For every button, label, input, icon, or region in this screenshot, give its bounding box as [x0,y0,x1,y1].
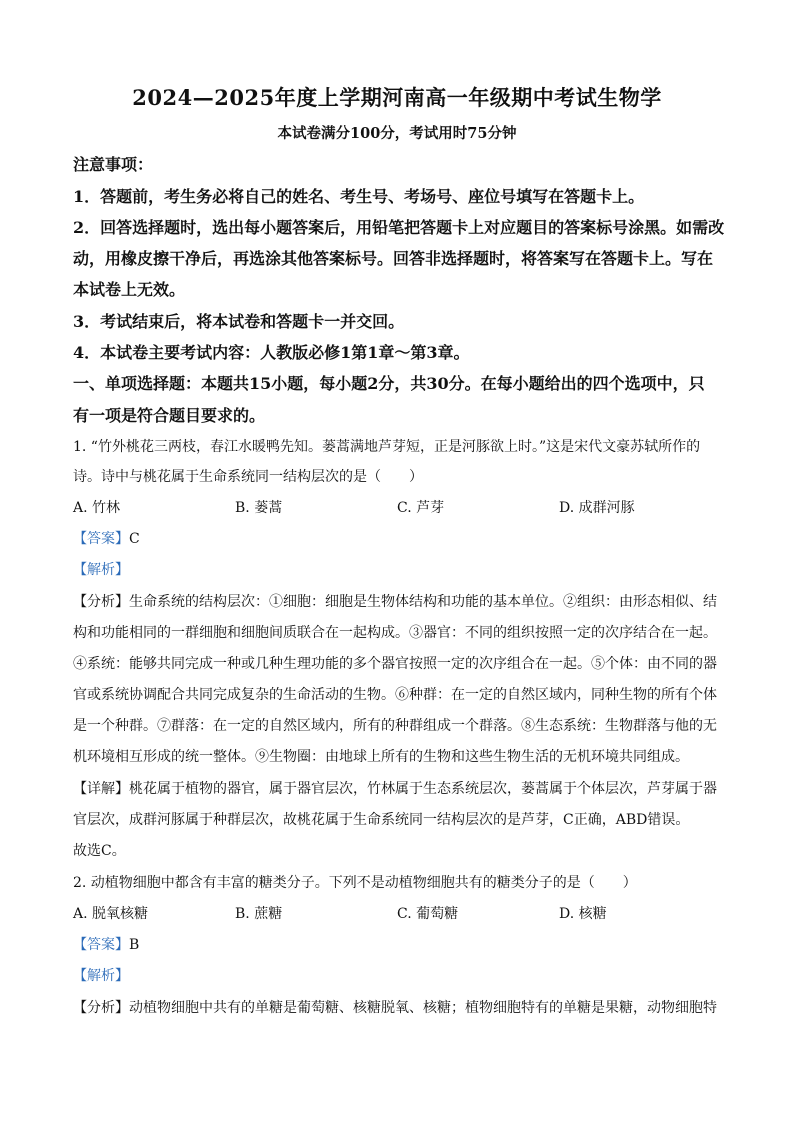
q1-fenxi-line [73,591,717,611]
q1-fenxi-line: 是一个种群。⑦群落：在一定的自然区域内，所有的种群组成一个群落。⑧生态系统：生物群落与他的无 [73,718,717,734]
xiangjie-tag: 【详解】 [73,781,129,797]
section-heading: 一、单项选择题：本题共15小题，每小题2分，共30分。在每小题给出的四个选项中，只 [73,374,705,393]
answer-value: B [129,937,140,953]
q1-analysis-tag [73,559,129,579]
xiangjie-text: 桃花属于植物的器官，属于器官层次，竹林属于生态系统层次，蒌蒿属于个体层次，芦芽属于器 [129,781,717,797]
q1-fenxi-line: 官或系统协调配合共同完成复杂的生命活动的生物。⑥种群：在一定的自然区域内，同种生物的所有个体 [73,687,717,703]
note-line: 2．回答选择题时，选出每小题答案后，用铅笔把答题卡上对应题目的答案标号涂黑。如需改 [73,218,725,237]
exam-title: 2024—2025年度上学期河南高一年级期中考试生物学 [132,85,662,110]
fenxi-tag: 【分析】 [73,1000,129,1016]
q2-analysis-tag [73,965,129,985]
q1-option-b: B. 蒌蒿 [235,500,283,516]
q2-option-b: B. 蔗糖 [235,906,283,922]
question-1-stem: 1. “竹外桃花三两枝，春江水暖鸭先知。蒌蒿满地芦芽短，正是河豚欲上时。”这是宋代文豪苏轼所作的 [73,439,701,455]
q1-xiangjie-line: 官层次，成群河豚属于种群层次，故桃花属于生命系统同一结构层次的是芦芽，C正确，ABD错误。 [73,812,690,828]
analysis-tag: 【解析】 [73,968,129,984]
question-1-stem: 诗。诗中与桃花属于生命系统同一结构层次的是（ ） [73,469,423,485]
q1-option-a: A. 竹林 [73,500,121,516]
question-2-stem: 2. 动植物细胞中都含有丰富的糖类分子。下列不是动植物细胞共有的糖类分子的是（ ） [73,875,637,891]
answer-tag: 【答案】 [73,937,129,953]
section-heading: 有一项是符合题目要求的。 [73,406,266,425]
fenxi-text: 动植物细胞中共有的单糖是葡萄糖、核糖脱氧、核糖；植物细胞特有的单糖是果糖，动物细胞特 [129,1000,717,1016]
q1-fenxi-line: 机环境相互形成的统一整体。⑨生物圈：由地球上所有的生物和这些生物生活的无机环境共同组成。 [73,749,689,765]
note-line: 1．答题前，考生务必将自己的姓名、考生号、考场号、座位号填写在答题卡上。 [73,187,645,206]
q2-fenxi-line [73,997,717,1017]
note-line: 4．本试卷主要考试内容：人教版必修1第1章～第3章。 [73,343,470,362]
q2-answer [73,934,139,954]
notes-heading: 注意事项： [73,155,154,174]
q2-option-c: C. 葡萄糖 [397,906,459,922]
fenxi-text: 生命系统的结构层次：①细胞：细胞是生物体结构和功能的基本单位。②组织：由形态相似、结 [129,594,717,610]
answer-value: C [129,531,140,547]
note-line: 本试卷上无效。 [73,280,186,299]
q2-option-d: D. 核糖 [559,906,607,922]
fenxi-tag: 【分析】 [73,594,129,610]
q1-fenxi-line: ④系统：能够共同完成一种或几种生理功能的多个器官按照一定的次序组合在一起。⑤个体：由不同的器 [73,656,717,672]
note-line: 3．考试结束后，将本试卷和答题卡一并交回。 [73,312,405,331]
q1-answer [73,528,140,548]
q2-option-a: A. 脱氧核糖 [73,906,149,922]
q1-xiangjie-line [73,778,717,798]
answer-tag: 【答案】 [73,531,129,547]
analysis-tag: 【解析】 [73,562,129,578]
q1-option-c: C. 芦芽 [397,500,445,516]
q1-xiangjie-line: 故选C。 [73,843,126,859]
q1-option-d: D. 成群河豚 [559,500,635,516]
note-line: 动，用橡皮擦干净后，再选涂其他答案标号。回答非选择题时，将答案写在答题卡上。写在 [73,249,714,268]
q1-fenxi-line: 构和功能相同的一群细胞和细胞间质联合在一起构成。③器官：不同的组织按照一定的次序结合在一起。 [73,625,717,641]
exam-subtitle: 本试卷满分100分，考试用时75分钟 [277,125,517,142]
